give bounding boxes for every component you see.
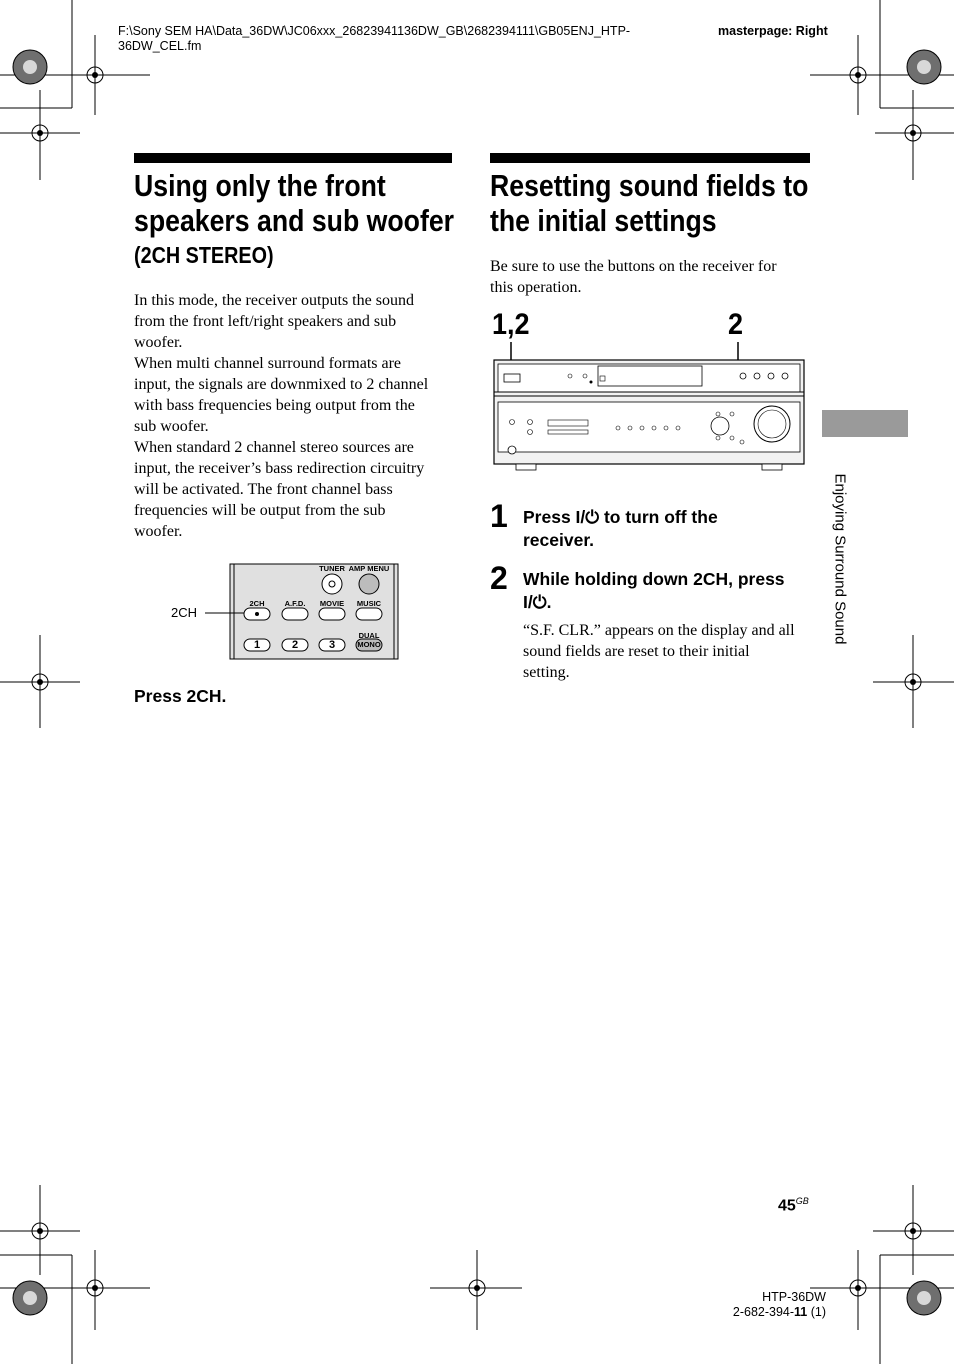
left-subtitle: (2CH STEREO) [134, 242, 274, 268]
receiver-callout-left: 1,2 [492, 308, 530, 341]
right-title-rule [490, 153, 810, 163]
remote-label-music: MUSIC [356, 599, 382, 608]
remote-label-2ch: 2CH [249, 599, 265, 608]
step-2-text: While holding down 2CH, press I/⏻. [523, 569, 785, 612]
receiver-illustration [490, 342, 810, 472]
header-file-path: F:\Sony SEM HA\Data_36DW\JC06xxx_26823941136DW_GB\2682394111\GB05ENJ_HTP-36DW_CEL.fm [118, 24, 631, 53]
remote-label-dual-mono: DUAL MONO [357, 631, 381, 649]
header-masterpage: masterpage: Right [718, 24, 828, 38]
left-title-line2: speakers and sub woofer [134, 203, 455, 238]
left-paragraph: In this mode, the receiver outputs the sound from the front left/right speakers and sub woofer. When multi channel surround formats are input, the signals are downmixed to 2 channel with bass frequencies being output from the sub woofer. When standard 2 channel stereo sources are input, the receiver’s bass redirection circuitry will be activated. The front channel bass frequencies will be output from the sub woofer. [134, 292, 429, 540]
remote-callout-2ch: 2CH [171, 605, 198, 620]
left-title-rule [134, 153, 452, 163]
right-title-line2: the initial settings [490, 203, 717, 238]
section-tab-label: Enjoying Surround Sound [831, 473, 849, 645]
remote-num-3: 3 [328, 639, 336, 651]
right-title-line1: Resetting sound fields to [490, 168, 809, 203]
model-info: HTP-36DW 2-682-394-11 (1) [732, 1290, 826, 1319]
remote-num-1: 1 [253, 639, 261, 651]
receiver-callout-right: 2 [728, 308, 744, 341]
step-2-number: 2 [490, 560, 508, 596]
step-1-text: Press I/⏻ to turn off the receiver. [523, 507, 718, 550]
step-1-number: 1 [490, 498, 508, 534]
right-intro: Be sure to use the buttons on the receiver for this operation. [490, 258, 777, 296]
remote-label-movie: MOVIE [319, 599, 345, 608]
remote-label-afd: A.F.D. [284, 599, 306, 608]
remote-num-2: 2 [291, 639, 299, 651]
section-tab [822, 410, 908, 437]
step-2-note: “S.F. CLR.” appears on the display and all sound fields are reset to their initial setting. [523, 622, 795, 681]
left-title-line1: Using only the front [134, 168, 386, 203]
remote-label-amp-menu: AMP MENU [348, 564, 390, 573]
page-number: $45^{GB}$ [778, 1196, 809, 1215]
remote-label-tuner: TUNER [319, 564, 345, 573]
left-instruction: Press 2CH. [134, 686, 227, 706]
